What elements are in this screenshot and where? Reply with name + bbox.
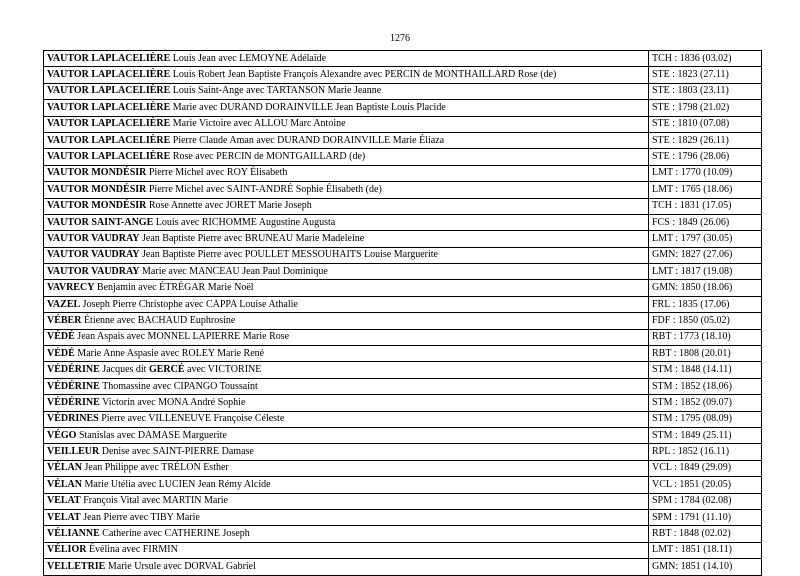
surname: VÉLAN: [47, 478, 83, 490]
surname: VELLETRIE: [47, 560, 106, 572]
table-row: [44, 231, 762, 247]
spouses-text: François Vital avec MARTIN Marie: [80, 495, 228, 507]
table-row: [44, 493, 762, 509]
surname: VÉDÉ: [47, 331, 75, 343]
reference-cell: LMT : 1797 (30.05): [649, 231, 762, 247]
reference-cell: STM : 1795 (08.09): [649, 411, 762, 427]
surname: VÉDÉRINE: [47, 364, 100, 376]
spouses-text: Jean Baptiste Pierre avec BRUNEAU Marie Madeleine: [139, 232, 365, 244]
reference-cell: STE : 1829 (26.11): [649, 132, 762, 148]
spouses-text: Pierre Michel avec SAINT-ANDRÉ Sophie Élisabeth (de): [146, 183, 382, 195]
table-row: [44, 477, 762, 493]
surname: VAUTOR LAPLACELIÈRE: [47, 52, 171, 64]
spouses-text: Catherine avec CATHERINE Joseph: [99, 528, 250, 540]
table-row: [44, 444, 762, 460]
names-cell: [44, 477, 649, 493]
surname: VAUTOR LAPLACELIÈRE: [47, 151, 171, 163]
surname: VÉDÉRINE: [47, 396, 100, 408]
surname: VÉLIOR: [47, 544, 87, 556]
reference-cell: RBT : 1808 (20.01): [649, 346, 762, 362]
reference-cell: STE : 1823 (27.11): [649, 67, 762, 83]
table-row: [44, 296, 762, 312]
table-row: [44, 182, 762, 198]
reference-cell: RBT : 1773 (18.10): [649, 329, 762, 345]
reference-cell: SPM : 1784 (02.08): [649, 493, 762, 509]
reference-cell: STE : 1810 (07.08): [649, 116, 762, 132]
surname: VAUTOR VAUDRAY: [47, 249, 140, 261]
surname: VÉDÉ: [47, 347, 75, 359]
table-row: [44, 83, 762, 99]
surname: VEILLEUR: [47, 446, 100, 458]
table-row: [44, 526, 762, 542]
reference-cell: SPM : 1791 (11.10): [649, 509, 762, 525]
names-cell: [44, 329, 649, 345]
names-cell: [44, 280, 649, 296]
table-row: [44, 247, 762, 263]
alias-surname: GERCÉ: [148, 364, 185, 376]
names-cell: [44, 526, 649, 542]
table-row: [44, 264, 762, 280]
names-cell: [44, 198, 649, 214]
surname: VELAT: [47, 511, 81, 523]
names-cell: [44, 460, 649, 476]
surname: VÉDRINES: [47, 413, 99, 425]
names-cell: [44, 67, 649, 83]
surname: VÉLIANNE: [47, 528, 100, 540]
reference-cell: STE : 1803 (23.11): [649, 83, 762, 99]
surname: VAUTOR MONDÉSIR: [47, 183, 147, 195]
spouses-text: Marie avec MANCEAU Jean Paul Dominique: [139, 265, 328, 277]
spouses-text: Benjamin avec ÉTRÉGAR Marie Noël: [94, 282, 254, 294]
reference-cell: FCS : 1849 (26.06): [649, 214, 762, 230]
names-cell: [44, 509, 649, 525]
table-row: [44, 460, 762, 476]
spouses-text: Louis Jean avec LEMOYNE Adélaïde: [170, 52, 327, 64]
names-cell: [44, 362, 649, 378]
spouses-text: Marie Utélia avec LUCIEN Jean Rémy Alcide: [82, 478, 271, 490]
reference-cell: VCL : 1851 (20.05): [649, 477, 762, 493]
names-cell: [44, 264, 649, 280]
reference-cell: STM : 1852 (09.07): [649, 395, 762, 411]
names-cell: [44, 51, 649, 67]
surname: VAUTOR LAPLACELIÈRE: [47, 69, 171, 81]
reference-cell: LMT : 1765 (18.06): [649, 182, 762, 198]
table-row: [44, 559, 762, 575]
names-cell: [44, 247, 649, 263]
register-body: [44, 51, 762, 576]
spouses-text: Marie Victoire avec ALLOU Marc Antoine: [170, 118, 346, 130]
names-cell: [44, 395, 649, 411]
names-cell: [44, 493, 649, 509]
surname: VAZEL: [47, 298, 81, 310]
names-cell: [44, 559, 649, 575]
reference-cell: FDF : 1850 (05.02): [649, 313, 762, 329]
table-row: [44, 362, 762, 378]
surname: VÉLAN: [47, 462, 83, 474]
surname: VÉBER: [47, 314, 82, 326]
spouses-text: Rose avec PERCIN de MONTGAILLARD (de): [170, 151, 366, 163]
spouses-text: Marie Anne Aspasie avec ROLEY Marie René: [74, 347, 265, 359]
spouses-text: Louis avec RICHOMME Augustine Augusta: [153, 216, 336, 228]
table-row: [44, 149, 762, 165]
table-row: [44, 51, 762, 67]
table-row: [44, 165, 762, 181]
names-cell: [44, 132, 649, 148]
spouses-text: Joseph Pierre Christophe avec CAPPA Louise Athalie: [80, 298, 298, 310]
surname: VAUTOR LAPLACELIÈRE: [47, 134, 171, 146]
reference-cell: RPL : 1852 (16.11): [649, 444, 762, 460]
names-cell: [44, 427, 649, 443]
table-row: [44, 378, 762, 394]
names-cell: [44, 100, 649, 116]
names-cell: [44, 83, 649, 99]
reference-cell: GMN: 1851 (14.10): [649, 559, 762, 575]
reference-cell: VCL : 1849 (29.09): [649, 460, 762, 476]
names-cell: [44, 296, 649, 312]
reference-cell: STM : 1848 (14.11): [649, 362, 762, 378]
page-number: 1276: [390, 33, 410, 44]
spouses-text: Marie avec DURAND DORAINVILLE Jean Baptiste Louis Placide: [170, 101, 446, 113]
reference-cell: STM : 1852 (18.06): [649, 378, 762, 394]
spouses-text: Pierre Claude Aman avec DURAND DORAINVILLE Marie Éliaza: [170, 134, 445, 146]
spouses-text: Étienne avec BACHAUD Euphrosine: [81, 314, 236, 326]
table-row: [44, 346, 762, 362]
table-row: [44, 313, 762, 329]
surname: VAUTOR VAUDRAY: [47, 265, 140, 277]
spouses-text: Pierre Michel avec ROY Élisabeth: [146, 167, 288, 179]
spouses-text: Jean Baptiste Pierre avec POULLET MESSOUHAITS Louise Marguerite: [139, 249, 438, 261]
reference-cell: GMN: 1850 (18.06): [649, 280, 762, 296]
names-cell: [44, 182, 649, 198]
reference-cell: LMT : 1770 (10.09): [649, 165, 762, 181]
spouses-text: Thomassine avec CIPANGO Toussaint: [99, 380, 258, 392]
surname: VAUTOR MONDÉSIR: [47, 200, 147, 212]
table-row: [44, 116, 762, 132]
spouses-text: Jean Pierre avec TIBY Marie: [80, 511, 200, 523]
spouses-text: Victorin avec MONA André Sophie: [99, 396, 246, 408]
reference-cell: STE : 1798 (21.02): [649, 100, 762, 116]
surname: VAUTOR LAPLACELIÈRE: [47, 101, 171, 113]
reference-cell: RBT : 1848 (02.02): [649, 526, 762, 542]
reference-cell: TCH : 1831 (17.05): [649, 198, 762, 214]
names-cell: [44, 313, 649, 329]
table-row: [44, 542, 762, 558]
table-row: [44, 214, 762, 230]
surname: VAUTOR MONDÉSIR: [47, 167, 147, 179]
spouses-text: Louis Robert Jean Baptiste François Alexandre avec PERCIN de MONTHAILLARD Rose (de): [170, 69, 557, 81]
names-cell: [44, 214, 649, 230]
reference-cell: TCH : 1836 (03.02): [649, 51, 762, 67]
names-cell: [44, 411, 649, 427]
marriage-register-table: [43, 50, 762, 576]
reference-cell: GMN: 1827 (27.06): [649, 247, 762, 263]
names-cell: [44, 346, 649, 362]
surname: VAUTOR SAINT-ANGE: [47, 216, 154, 228]
table-row: [44, 395, 762, 411]
spouses-text: Stanislas avec DAMASE Marguerite: [76, 429, 227, 441]
reference-cell: STE : 1796 (28.06): [649, 149, 762, 165]
table-row: [44, 329, 762, 345]
surname: VÉGO: [47, 429, 77, 441]
table-row: [44, 132, 762, 148]
table-row: [44, 280, 762, 296]
names-cell: [44, 542, 649, 558]
table-row: [44, 411, 762, 427]
spouses-text: avec VICTORINE: [184, 364, 262, 376]
names-cell: [44, 116, 649, 132]
spouses-text: Marie Ursule avec DORVAL Gabriel: [105, 560, 256, 572]
names-cell: [44, 149, 649, 165]
names-cell: [44, 231, 649, 247]
spouses-text: Jean Philippe avec TRÉLON Esther: [82, 462, 229, 474]
spouses-text: Rose Annette avec JORET Marie Joseph: [146, 200, 312, 212]
table-row: [44, 198, 762, 214]
surname: VAVRECY: [47, 282, 95, 294]
surname: VAUTOR VAUDRAY: [47, 232, 140, 244]
surname: VELAT: [47, 495, 81, 507]
spouses-text: Jean Aspais avec MONNEL LAPIERRE Marie Rose: [74, 331, 290, 343]
spouses-text: Denise avec SAINT-PIERRE Damase: [99, 446, 254, 458]
reference-cell: LMT : 1817 (19.08): [649, 264, 762, 280]
names-cell: [44, 378, 649, 394]
surname: VAUTOR LAPLACELIÈRE: [47, 118, 171, 130]
spouses-text: Jacques dit: [99, 364, 149, 376]
surname: VÉDÉRINE: [47, 380, 100, 392]
table-row: [44, 427, 762, 443]
reference-cell: STM : 1849 (25.11): [649, 427, 762, 443]
reference-cell: LMT : 1851 (18.11): [649, 542, 762, 558]
table-row: [44, 509, 762, 525]
reference-cell: FRL : 1835 (17.06): [649, 296, 762, 312]
names-cell: [44, 165, 649, 181]
spouses-text: Pierre avec VILLENEUVE Françoise Céleste: [98, 413, 285, 425]
table-row: [44, 67, 762, 83]
spouses-text: Évélina avec FIRMIN: [86, 544, 178, 556]
table-row: [44, 100, 762, 116]
spouses-text: Louis Saint-Ange avec TARTANSON Marie Jeanne: [170, 85, 382, 97]
names-cell: [44, 444, 649, 460]
surname: VAUTOR LAPLACELIÈRE: [47, 85, 171, 97]
